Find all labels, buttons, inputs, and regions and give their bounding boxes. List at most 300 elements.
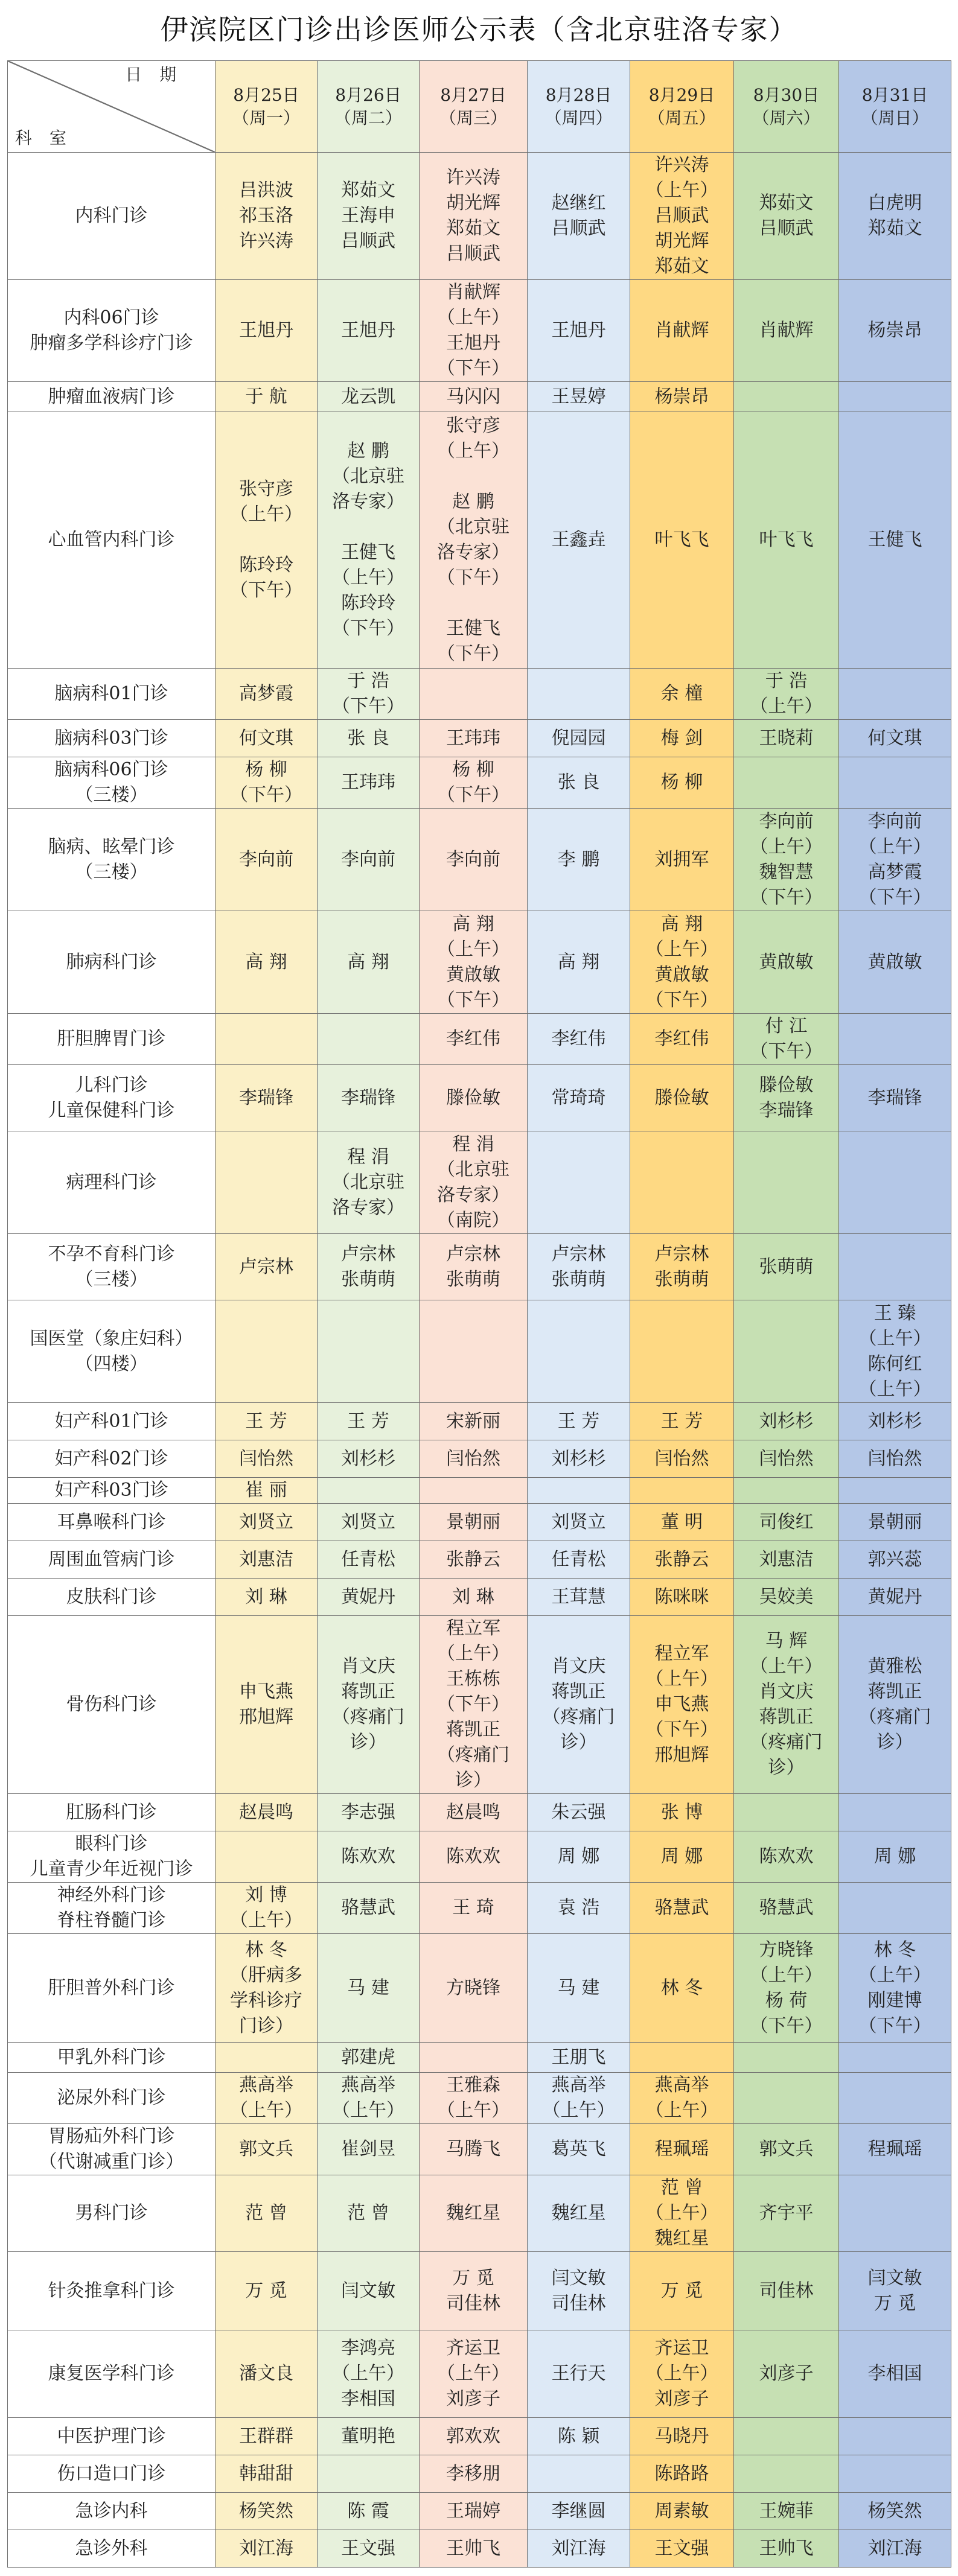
- doctor-cell: [420, 1300, 528, 1403]
- doctor-cell: [839, 2455, 951, 2493]
- doctor-cell: 王群群: [216, 2418, 318, 2455]
- schedule-row: [8, 1478, 951, 1504]
- doctor-cell: 齐宇平: [734, 2175, 839, 2252]
- doctor-cell: 马 建: [528, 1934, 630, 2043]
- department-name: 脑病、眩晕门诊 （三楼）: [8, 809, 216, 911]
- doctor-cell: 叶飞飞: [734, 412, 839, 669]
- department-name: 男科门诊: [8, 2175, 216, 2252]
- doctor-cell: 范 曾: [318, 2175, 420, 2252]
- schedule-row: [8, 1403, 951, 1440]
- doctor-cell: 万 觅 司佳林: [420, 2252, 528, 2330]
- schedule-row: [8, 2252, 951, 2330]
- doctor-cell: 于 浩 （下午）: [318, 669, 420, 720]
- department-name: 眼科门诊 儿童青少年近视门诊: [8, 1831, 216, 1883]
- schedule-row: [8, 1794, 951, 1831]
- doctor-cell: 刘惠洁: [734, 1541, 839, 1579]
- doctor-cell: 陈欢欢: [734, 1831, 839, 1883]
- department-name: 耳鼻喉科门诊: [8, 1504, 216, 1541]
- doctor-cell: 任青松: [318, 1541, 420, 1579]
- doctor-cell: [839, 2043, 951, 2073]
- doctor-cell: 王文强: [318, 2530, 420, 2568]
- department-name: 脑病科03门诊: [8, 720, 216, 757]
- doctor-cell: 陈咪咪: [630, 1579, 734, 1616]
- doctor-cell: 郭文兵: [216, 2124, 318, 2175]
- department-name: 胃肠疝外科门诊 （代谢减重门诊）: [8, 2124, 216, 2175]
- doctor-cell: 何文琪: [216, 720, 318, 757]
- doctor-cell: [839, 1014, 951, 1065]
- doctor-cell: 范 曾 （上午） 魏红星: [630, 2175, 734, 2252]
- schedule-row: [8, 2073, 951, 2124]
- schedule-row: [8, 809, 951, 911]
- doctor-cell: 刘贤立: [318, 1504, 420, 1541]
- department-name: 妇产科01门诊: [8, 1403, 216, 1440]
- doctor-cell: 程珮瑶: [839, 2124, 951, 2175]
- doctor-cell: 陈 霞: [318, 2493, 420, 2530]
- doctor-cell: [528, 1300, 630, 1403]
- day-header-fri: [630, 61, 734, 153]
- doctor-cell: 杨崇昂: [630, 382, 734, 412]
- doctor-cell: 闫文敏 万 觅: [839, 2252, 951, 2330]
- day-weekday: （周一）: [232, 107, 300, 128]
- header-row: [8, 61, 951, 153]
- doctor-cell: 周素敏: [630, 2493, 734, 2530]
- schedule-row: [8, 1934, 951, 2043]
- doctor-cell: 李红伟: [420, 1014, 528, 1065]
- doctor-cell: [420, 2043, 528, 2073]
- doctor-cell: 董明艳: [318, 2418, 420, 2455]
- department-name: 中医护理门诊: [8, 2418, 216, 2455]
- doctor-cell: 高梦霞: [216, 669, 318, 720]
- doctor-cell: 杨 柳: [630, 757, 734, 809]
- doctor-cell: [839, 669, 951, 720]
- doctor-cell: 王旭丹: [318, 280, 420, 382]
- doctor-cell: 卢宗林 张萌萌: [420, 1234, 528, 1300]
- department-name: 急诊外科: [8, 2530, 216, 2568]
- doctor-cell: [528, 2455, 630, 2493]
- doctor-cell: 王健飞: [839, 412, 951, 669]
- doctor-cell: 于 航: [216, 382, 318, 412]
- doctor-cell: 郭文兵: [734, 2124, 839, 2175]
- doctor-cell: 李瑞锋: [839, 1065, 951, 1131]
- department-name: 神经外科门诊 脊柱脊髓门诊: [8, 1883, 216, 1934]
- doctor-cell: 王昱婷: [528, 382, 630, 412]
- doctor-cell: 申飞燕 邢旭辉: [216, 1616, 318, 1794]
- doctor-cell: 王雅森 （上午）: [420, 2073, 528, 2124]
- doctor-cell: [839, 2175, 951, 2252]
- doctor-cell: [839, 757, 951, 809]
- department-name: 骨伤科门诊: [8, 1616, 216, 1794]
- doctor-cell: 王旭丹: [528, 280, 630, 382]
- schedule-row: [8, 720, 951, 757]
- doctor-cell: 杨崇昂: [839, 280, 951, 382]
- doctor-cell: 景朝丽: [839, 1504, 951, 1541]
- department-name: 内科门诊: [8, 153, 216, 280]
- day-header-tue: [318, 61, 420, 153]
- doctor-cell: 刘杉杉: [528, 1440, 630, 1478]
- doctor-cell: 王朋飞: [528, 2043, 630, 2073]
- doctor-cell: 程 涓 （北京驻 洛专家）: [318, 1131, 420, 1234]
- doctor-cell: 李向前 （上午） 高梦霞 （下午）: [839, 809, 951, 911]
- schedule-row: [8, 1440, 951, 1478]
- department-name: 泌尿外科门诊: [8, 2073, 216, 2124]
- doctor-cell: 范 曾: [216, 2175, 318, 2252]
- doctor-cell: [216, 2043, 318, 2073]
- doctor-cell: 高 翔: [528, 911, 630, 1014]
- doctor-cell: 许兴涛 （上午） 吕顺武 胡光辉 郑茹文: [630, 153, 734, 280]
- doctor-cell: 赵 鹏 （北京驻 洛专家） 王健飞 （上午） 陈玲玲 （下午）: [318, 412, 420, 669]
- doctor-cell: [734, 2418, 839, 2455]
- doctor-cell: 赵继红 吕顺武: [528, 153, 630, 280]
- schedule-row: [8, 2418, 951, 2455]
- schedule-row: [8, 1831, 951, 1883]
- doctor-cell: [734, 1794, 839, 1831]
- doctor-cell: 崔 丽: [216, 1478, 318, 1504]
- doctor-cell: 王玮玮: [318, 757, 420, 809]
- doctor-cell: 滕俭敏: [630, 1065, 734, 1131]
- schedule-row: [8, 1065, 951, 1131]
- doctor-cell: 潘文良: [216, 2330, 318, 2418]
- doctor-cell: 程 涓 （北京驻 洛专家） （南院）: [420, 1131, 528, 1234]
- roster-table: [7, 60, 951, 2568]
- department-name: 不孕不育科门诊 （三楼）: [8, 1234, 216, 1300]
- doctor-cell: 杨 柳 （下午）: [420, 757, 528, 809]
- day-date: 8月29日: [648, 84, 715, 105]
- doctor-cell: 王 琦: [420, 1883, 528, 1934]
- doctor-cell: [216, 1300, 318, 1403]
- doctor-cell: 景朝丽: [420, 1504, 528, 1541]
- doctor-cell: [420, 669, 528, 720]
- doctor-cell: 李向前: [420, 809, 528, 911]
- doctor-cell: [528, 1478, 630, 1504]
- schedule-row: [8, 911, 951, 1014]
- department-name: 肝胆普外科门诊: [8, 1934, 216, 2043]
- doctor-cell: [630, 2043, 734, 2073]
- day-date: 8月25日: [233, 84, 299, 105]
- doctor-cell: [318, 2455, 420, 2493]
- doctor-cell: [839, 2073, 951, 2124]
- doctor-cell: 郭兴蕊: [839, 1541, 951, 1579]
- doctor-cell: 龙云凯: [318, 382, 420, 412]
- doctor-cell: 骆慧武: [630, 1883, 734, 1934]
- doctor-cell: [420, 1478, 528, 1504]
- doctor-cell: 高 翔: [216, 911, 318, 1014]
- doctor-cell: 李 鹏: [528, 809, 630, 911]
- doctor-cell: 刘江海: [839, 2530, 951, 2568]
- department-name: 儿科门诊 儿童保健科门诊: [8, 1065, 216, 1131]
- schedule-row: [8, 2455, 951, 2493]
- doctor-cell: 吕洪波 祁玉洛 许兴涛: [216, 153, 318, 280]
- doctor-cell: 王 芳: [528, 1403, 630, 1440]
- schedule-row: [8, 2530, 951, 2568]
- doctor-cell: 马腾飞: [420, 2124, 528, 2175]
- department-name: 内科06门诊 肿瘤多学科诊疗门诊: [8, 280, 216, 382]
- doctor-cell: 滕俭敏: [420, 1065, 528, 1131]
- doctor-cell: 白虎明 郑茹文: [839, 153, 951, 280]
- doctor-cell: 黄啟敏: [734, 911, 839, 1014]
- doctor-cell: 刘 博 （上午）: [216, 1883, 318, 1934]
- doctor-cell: 高 翔 （上午） 黄啟敏 （下午）: [630, 911, 734, 1014]
- doctor-cell: 万 觅: [216, 2252, 318, 2330]
- doctor-cell: 燕高举 （上午）: [216, 2073, 318, 2124]
- day-weekday: （周四）: [544, 107, 613, 128]
- doctor-cell: 杨 柳 （下午）: [216, 757, 318, 809]
- department-name: 脑病科01门诊: [8, 669, 216, 720]
- doctor-cell: [318, 1014, 420, 1065]
- department-name: 病理科门诊: [8, 1131, 216, 1234]
- schedule-row: [8, 1883, 951, 1934]
- doctor-cell: [839, 2418, 951, 2455]
- doctor-cell: 王旭丹: [216, 280, 318, 382]
- doctor-cell: 付 江 （下午）: [734, 1014, 839, 1065]
- day-header-thu: [528, 61, 630, 153]
- doctor-cell: 李继圆: [528, 2493, 630, 2530]
- doctor-cell: 李向前: [216, 809, 318, 911]
- doctor-cell: 滕俭敏 李瑞锋: [734, 1065, 839, 1131]
- doctor-cell: 肖献辉: [734, 280, 839, 382]
- doctor-cell: 卢宗林: [216, 1234, 318, 1300]
- schedule-row: [8, 757, 951, 809]
- doctor-cell: 杨笑然: [216, 2493, 318, 2530]
- doctor-cell: 万 觅: [630, 2252, 734, 2330]
- doctor-cell: 吴姣美: [734, 1579, 839, 1616]
- day-weekday: （周六）: [752, 107, 820, 128]
- schedule-row: [8, 1579, 951, 1616]
- doctor-cell: 魏红星: [420, 2175, 528, 2252]
- department-name: 甲乳外科门诊: [8, 2043, 216, 2073]
- day-header-sat: [734, 61, 839, 153]
- schedule-row: [8, 669, 951, 720]
- schedule-row: [8, 2175, 951, 2252]
- doctor-cell: 何文琪: [839, 720, 951, 757]
- doctor-cell: 肖献辉: [630, 280, 734, 382]
- department-name: 妇产科02门诊: [8, 1440, 216, 1478]
- doctor-cell: 李红伟: [630, 1014, 734, 1065]
- schedule-row: [8, 1300, 951, 1403]
- doctor-cell: 郑茹文 王海申 吕顺武: [318, 153, 420, 280]
- department-name: 康复医学科门诊: [8, 2330, 216, 2418]
- doctor-cell: 闫文敏 司佳林: [528, 2252, 630, 2330]
- day-header-mon: [216, 61, 318, 153]
- doctor-cell: 刘江海: [216, 2530, 318, 2568]
- doctor-cell: 肖文庆 蒋凯正 （疼痛门 诊）: [318, 1616, 420, 1794]
- day-weekday: （周三）: [439, 107, 507, 128]
- doctor-cell: 李向前 （上午） 魏智慧 （下午）: [734, 809, 839, 911]
- doctor-cell: 郭建虎: [318, 2043, 420, 2073]
- doctor-cell: 程立军 （上午） 申飞燕 （下午） 邢旭辉: [630, 1616, 734, 1794]
- doctor-cell: 倪园园: [528, 720, 630, 757]
- doctor-cell: 赵晨鸣: [216, 1794, 318, 1831]
- department-name: 肛肠科门诊: [8, 1794, 216, 1831]
- doctor-cell: [216, 1014, 318, 1065]
- schedule-row: [8, 1504, 951, 1541]
- page-title: 伊滨院区门诊出诊医师公示表（含北京驻洛专家）: [160, 13, 798, 46]
- schedule-row: [8, 2043, 951, 2073]
- doctor-cell: [734, 2455, 839, 2493]
- doctor-cell: 刘惠洁: [216, 1541, 318, 1579]
- doctor-cell: [734, 1131, 839, 1234]
- doctor-cell: 王 芳: [630, 1403, 734, 1440]
- doctor-cell: 余 橦: [630, 669, 734, 720]
- schedule-row: [8, 2330, 951, 2418]
- doctor-cell: 刘 琳: [216, 1579, 318, 1616]
- doctor-cell: [528, 669, 630, 720]
- doctor-cell: 燕高举 （上午）: [630, 2073, 734, 2124]
- doctor-cell: 骆慧武: [318, 1883, 420, 1934]
- doctor-cell: 刘彦子: [734, 2330, 839, 2418]
- doctor-cell: 马 辉 （上午） 肖文庆 蒋凯正 （疼痛门 诊）: [734, 1616, 839, 1794]
- doctor-cell: 闫怡然: [420, 1440, 528, 1478]
- department-name: 急诊内科: [8, 2493, 216, 2530]
- doctor-cell: 燕高举 （上午）: [318, 2073, 420, 2124]
- dept-axis-label: 科 室: [15, 128, 72, 148]
- doctor-cell: 林 冬: [630, 1934, 734, 2043]
- doctor-cell: 刘拥军: [630, 809, 734, 911]
- doctor-cell: 王帅飞: [734, 2530, 839, 2568]
- doctor-cell: 司俊红: [734, 1504, 839, 1541]
- schedule-row: [8, 1131, 951, 1234]
- doctor-cell: 王 芳: [216, 1403, 318, 1440]
- day-date: 8月30日: [753, 84, 820, 105]
- doctor-cell: 马 建: [318, 1934, 420, 2043]
- doctor-cell: 刘杉杉: [839, 1403, 951, 1440]
- doctor-cell: 肖献辉 （上午） 王旭丹 （下午）: [420, 280, 528, 382]
- doctor-cell: 张静云: [630, 1541, 734, 1579]
- doctor-cell: 陈欢欢: [318, 1831, 420, 1883]
- doctor-cell: [216, 1831, 318, 1883]
- doctor-cell: [839, 1883, 951, 1934]
- doctor-cell: [734, 382, 839, 412]
- doctor-cell: 闫怡然: [630, 1440, 734, 1478]
- doctor-cell: 袁 浩: [528, 1883, 630, 1934]
- doctor-cell: 陈欢欢: [420, 1831, 528, 1883]
- date-axis-label: 日 期: [125, 65, 182, 84]
- day-date: 8月27日: [440, 84, 506, 105]
- doctor-cell: 黄妮丹: [318, 1579, 420, 1616]
- doctor-cell: 崔剑昱: [318, 2124, 420, 2175]
- doctor-cell: 卢宗林 张萌萌: [528, 1234, 630, 1300]
- schedule-row: [8, 2493, 951, 2530]
- doctor-cell: 刘江海: [528, 2530, 630, 2568]
- doctor-cell: 董 明: [630, 1504, 734, 1541]
- doctor-cell: 方晓锋: [420, 1934, 528, 2043]
- doctor-cell: 马晓丹: [630, 2418, 734, 2455]
- department-name: 皮肤科门诊: [8, 1579, 216, 1616]
- doctor-cell: 张 良: [318, 720, 420, 757]
- department-name: 肝胆脾胃门诊: [8, 1014, 216, 1065]
- doctor-cell: 郭欢欢: [420, 2418, 528, 2455]
- doctor-cell: 闫文敏: [318, 2252, 420, 2330]
- doctor-cell: 李瑞锋: [318, 1065, 420, 1131]
- schedule-row: [8, 153, 951, 280]
- doctor-cell: 林 冬 （肝病多 学科诊疗 门诊）: [216, 1934, 318, 2043]
- day-weekday: （周日）: [861, 107, 929, 128]
- doctor-cell: 葛英飞: [528, 2124, 630, 2175]
- header-corner: [8, 61, 216, 153]
- doctor-cell: [839, 382, 951, 412]
- doctor-cell: 郑茹文 吕顺武: [734, 153, 839, 280]
- department-name: 针灸推拿科门诊: [8, 2252, 216, 2330]
- schedule-row: [8, 412, 951, 669]
- doctor-cell: 周 娜: [528, 1831, 630, 1883]
- doctor-cell: 黄雅松 蒋凯正 （疼痛门 诊）: [839, 1616, 951, 1794]
- doctor-cell: 王婉菲: [734, 2493, 839, 2530]
- doctor-cell: 卢宗林 张萌萌: [630, 1234, 734, 1300]
- doctor-cell: 齐运卫 （上午） 刘彦子: [420, 2330, 528, 2418]
- doctor-cell: 司佳林: [734, 2252, 839, 2330]
- doctor-cell: 齐运卫 （上午） 刘彦子: [630, 2330, 734, 2418]
- doctor-cell: 刘贤立: [216, 1504, 318, 1541]
- doctor-cell: [630, 1478, 734, 1504]
- doctor-cell: 王瑞婷: [420, 2493, 528, 2530]
- doctor-cell: 周 娜: [630, 1831, 734, 1883]
- doctor-cell: 王帅飞: [420, 2530, 528, 2568]
- doctor-cell: 方晓锋 （上午） 杨 荷 （下午）: [734, 1934, 839, 2043]
- doctor-cell: 刘贤立: [528, 1504, 630, 1541]
- doctor-cell: 刘杉杉: [734, 1403, 839, 1440]
- roster-body: [8, 153, 951, 2568]
- day-header-sun: [839, 61, 951, 153]
- doctor-cell: [318, 1478, 420, 1504]
- doctor-cell: 王 芳: [318, 1403, 420, 1440]
- doctor-cell: 闫怡然: [216, 1440, 318, 1478]
- doctor-cell: 刘杉杉: [318, 1440, 420, 1478]
- doctor-cell: 马闪闪: [420, 382, 528, 412]
- day-date: 8月31日: [861, 84, 928, 105]
- doctor-cell: 许兴涛 胡光辉 郑茹文 吕顺武: [420, 153, 528, 280]
- doctor-cell: [734, 2073, 839, 2124]
- doctor-cell: 张 良: [528, 757, 630, 809]
- department-name: 脑病科06门诊 （三楼）: [8, 757, 216, 809]
- department-name: 心血管内科门诊: [8, 412, 216, 669]
- day-weekday: （周二）: [334, 107, 402, 128]
- doctor-cell: 常琦琦: [528, 1065, 630, 1131]
- schedule-row: [8, 1234, 951, 1300]
- day-weekday: （周五）: [648, 107, 716, 128]
- doctor-cell: [216, 1131, 318, 1234]
- doctor-cell: 李向前: [318, 809, 420, 911]
- doctor-cell: [839, 1794, 951, 1831]
- doctor-cell: [318, 1300, 420, 1403]
- doctor-cell: 张守彦 （上午） 赵 鹏 （北京驻 洛专家） （下午） 王健飞 （下午）: [420, 412, 528, 669]
- doctor-cell: 李鸿亮 （上午） 李相国: [318, 2330, 420, 2418]
- doctor-cell: 程珮瑶: [630, 2124, 734, 2175]
- doctor-cell: 骆慧武: [734, 1883, 839, 1934]
- doctor-cell: 黄妮丹: [839, 1579, 951, 1616]
- doctor-cell: 王 臻 （上午） 陈何红 （上午）: [839, 1300, 951, 1403]
- day-date: 8月28日: [545, 84, 612, 105]
- doctor-cell: 刘 琳: [420, 1579, 528, 1616]
- department-name: 国医堂（象庄妇科） （四楼）: [8, 1300, 216, 1403]
- doctor-cell: 陈路路: [630, 2455, 734, 2493]
- doctor-cell: 赵晨鸣: [420, 1794, 528, 1831]
- doctor-cell: 张萌萌: [734, 1234, 839, 1300]
- doctor-cell: 黄啟敏: [839, 911, 951, 1014]
- doctor-cell: 王文强: [630, 2530, 734, 2568]
- department-name: 周围血管病门诊: [8, 1541, 216, 1579]
- doctor-cell: 闫怡然: [839, 1440, 951, 1478]
- doctor-cell: [630, 1300, 734, 1403]
- doctor-cell: 于 浩 （上午）: [734, 669, 839, 720]
- doctor-cell: 张静云: [420, 1541, 528, 1579]
- doctor-cell: 杨笑然: [839, 2493, 951, 2530]
- doctor-cell: 王玮玮: [420, 720, 528, 757]
- schedule-row: [8, 1541, 951, 1579]
- doctor-cell: 高 翔 （上午） 黄啟敏 （下午）: [420, 911, 528, 1014]
- department-name: 妇产科03门诊: [8, 1478, 216, 1504]
- doctor-cell: [734, 1478, 839, 1504]
- doctor-cell: 任青松: [528, 1541, 630, 1579]
- department-name: 伤口造口门诊: [8, 2455, 216, 2493]
